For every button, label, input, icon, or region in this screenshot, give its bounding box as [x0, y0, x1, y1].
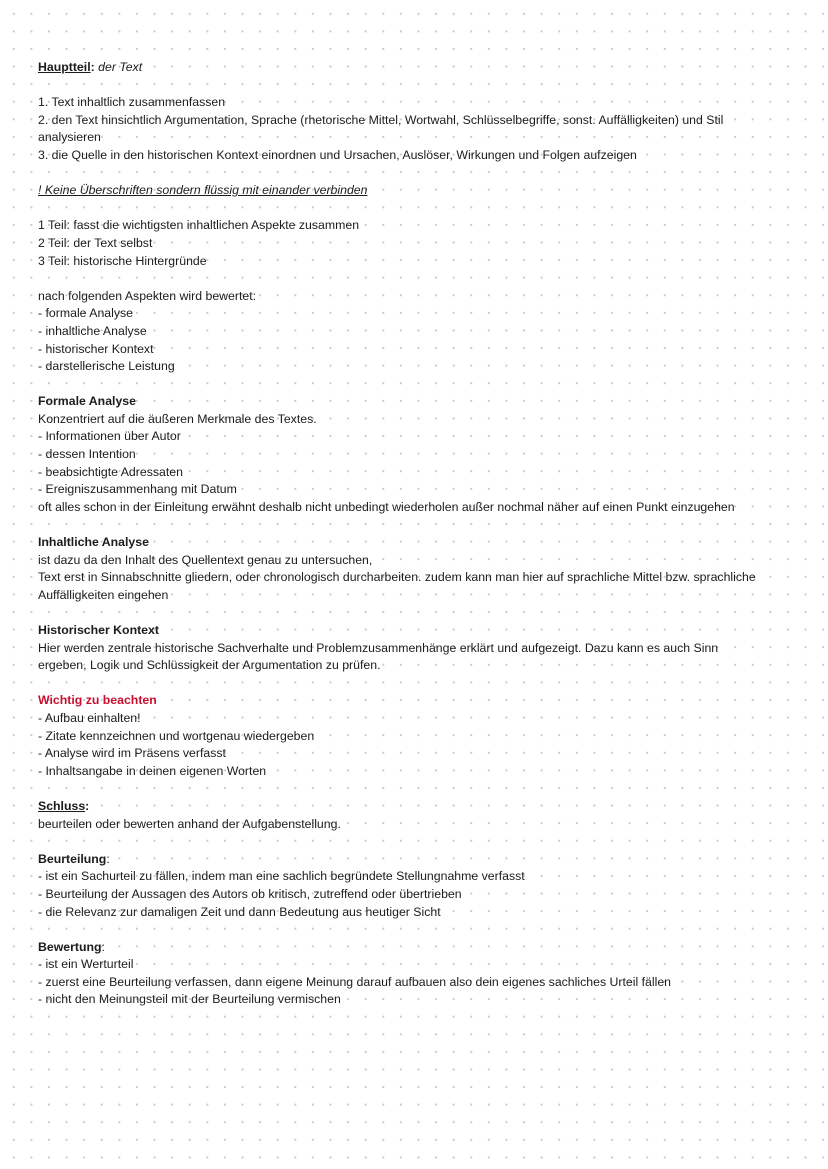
spacer	[38, 604, 756, 622]
spacer	[38, 516, 756, 534]
part-item: 3 Teil: historische Hintergründe	[38, 253, 207, 268]
wichtig-item: - Analyse wird im Präsens verfasst	[38, 746, 226, 761]
bewertung-item: - zuerst eine Beurteilung verfassen, dann eigene Meinung darauf aufbauen also dein eigenes sachliches Urteil fällen	[38, 974, 672, 989]
hauptteil-subtitle: der Text	[98, 60, 143, 74]
beurteilung-title-line	[38, 851, 756, 869]
beurteilung-colon: :	[106, 851, 110, 866]
formale-analyse-item: - Ereigniszusammenhang mit Datum	[38, 482, 237, 497]
schluss-heading: Schluss	[38, 798, 86, 813]
historischer-kontext-text: Hier werden zentrale historische Sachverhalte und Problemzusammenhänge erklärt und aufgezeigt. Dazu kann es auch Sinn ergeben, Logik und Schlüssigkeit der Argumentation zu prüfen.	[38, 640, 719, 673]
spacer	[38, 77, 756, 95]
bewertung-item: - ist ein Werturteil	[38, 957, 134, 972]
beurteilung-item: - Beurteilung der Aussagen des Autors ob kritisch, zutreffend oder übertrieben	[38, 886, 462, 901]
bewertung-heading: Bewertung	[38, 939, 102, 954]
formale-analyse-note: oft alles schon in der Einleitung erwähnt deshalb nicht unbedingt wiederholen außer nochmal näher auf einen Punkt einzugehen	[38, 499, 735, 514]
schluss-text: beurteilen oder bewerten anhand der Aufgabenstellung.	[38, 816, 341, 831]
part-item: 2 Teil: der Text selbst	[38, 235, 153, 250]
inhaltliche-analyse-text: ist dazu da den Inhalt des Quellentext genau zu untersuchen,	[38, 552, 373, 567]
formale-analyse-intro: Konzentriert auf die äußeren Merkmale des Textes.	[38, 411, 317, 426]
document-page	[38, 59, 756, 1009]
criteria-item: - formale Analyse	[38, 306, 134, 321]
spacer	[38, 165, 756, 183]
step-item: 1. Text inhaltlich zusammenfassen	[38, 95, 226, 110]
criteria-item: - darstellerische Leistung	[38, 359, 175, 374]
spacer	[38, 780, 756, 798]
beurteilung-item: - die Relevanz zur damaligen Zeit und dann Bedeutung aus heutiger Sicht	[38, 904, 441, 919]
step-item: 2. den Text hinsichtlich Argumentation, Sprache (rhetorische Mittel, Wortwahl, Schlüsselbegriffe, sonst. Auffälligkeiten) und Stil analysieren	[38, 112, 724, 145]
bewertung-title-line	[38, 939, 756, 957]
formale-analyse-item: - beabsichtigte Adressaten	[38, 464, 183, 479]
hauptteil-colon: :	[90, 60, 95, 74]
spacer	[38, 921, 756, 939]
wichtig-item: - Aufbau einhalten!	[38, 710, 141, 725]
bewertung-colon: :	[101, 939, 105, 954]
historischer-kontext-heading: Historischer Kontext	[38, 623, 159, 637]
inhaltliche-analyse-heading: Inhaltliche Analyse	[38, 535, 149, 550]
wichtig-heading: Wichtig zu beachten	[38, 693, 157, 708]
schluss-colon: :	[85, 798, 90, 813]
inhaltliche-analyse-text: Text erst in Sinnabschnitte gliedern, oder chronologisch durcharbeiten. zudem kann man hier auf sprachliche Mittel bzw. sprachliche Auffälligkeiten eingehen	[38, 570, 756, 602]
hauptteil-title-line	[38, 59, 756, 77]
step-item: 3. die Quelle in den historischen Kontext einordnen und Ursachen, Auslöser, Wirkungen und Folgen aufzeigen	[38, 147, 637, 162]
criteria-item: - inhaltliche Analyse	[38, 323, 147, 338]
criteria-item: - historischer Kontext	[38, 341, 154, 356]
wichtig-item: - Zitate kennzeichnen und wortgenau wiedergeben	[38, 728, 315, 743]
beurteilung-heading: Beurteilung	[38, 851, 107, 866]
hauptteil-heading: Hauptteil	[38, 60, 91, 74]
formale-analyse-item: - Informationen über Autor	[38, 429, 181, 444]
formale-analyse-heading: Formale Analyse	[38, 394, 136, 409]
spacer	[38, 200, 756, 218]
spacer	[38, 675, 756, 693]
hauptteil-note: ! Keine Überschriften sondern flüssig mit einander verbinden	[38, 183, 368, 198]
wichtig-item: - Inhaltsangabe in deinen eigenen Worten	[38, 763, 267, 778]
spacer	[38, 376, 756, 394]
beurteilung-item: - ist ein Sachurteil zu fällen, indem man eine sachlich begründete Stellungnahme verfasst	[38, 869, 525, 884]
formale-analyse-item: - dessen Intention	[38, 447, 136, 462]
bewertung-item: - nicht den Meinungsteil mit der Beurteilung vermischen	[38, 992, 341, 1007]
criteria-intro: nach folgenden Aspekten wird bewertet:	[38, 288, 257, 303]
schluss-title-line	[38, 798, 756, 816]
part-item: 1 Teil: fasst die wichtigsten inhaltlichen Aspekte zusammen	[38, 218, 360, 233]
spacer	[38, 833, 756, 851]
spacer	[38, 270, 756, 288]
